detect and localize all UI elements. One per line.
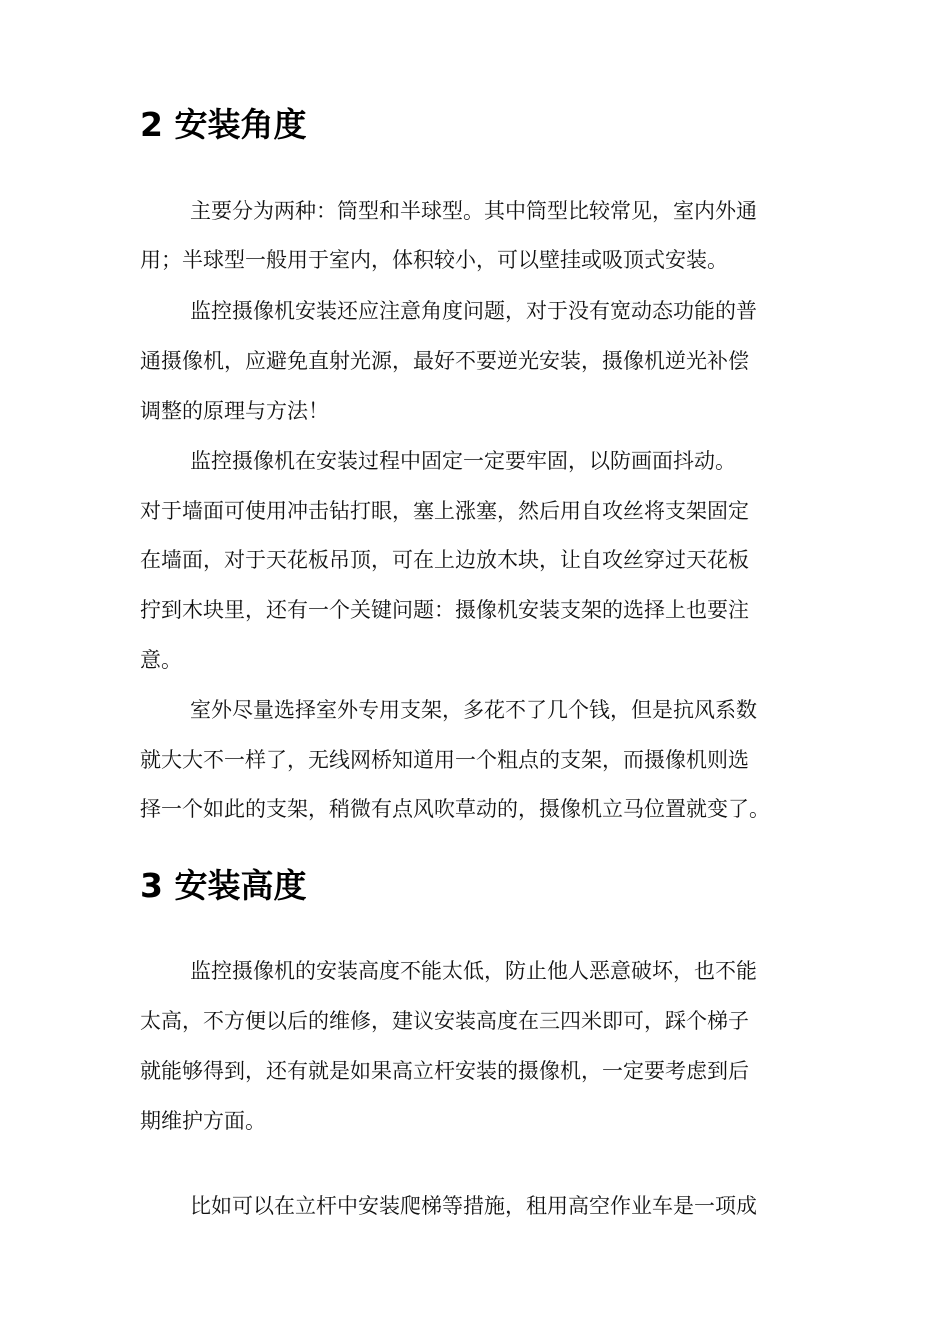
paragraph-line: 监控摄像机在安装过程中固定一定要牢固，以防画面抖动。 — [190, 449, 736, 473]
paragraph-line: 监控摄像机的安装高度不能太低，防止他人恶意破坏，也不能 — [190, 959, 757, 983]
section-heading-installation-height: 3 安装高度 — [140, 866, 307, 905]
paragraph-line: 通摄像机，应避免直射光源，最好不要逆光安装，摄像机逆光补偿 — [140, 349, 749, 373]
section-heading-installation-angle: 2 安装角度 — [140, 105, 307, 144]
paragraph-line: 期维护方面。 — [140, 1109, 266, 1133]
paragraph-line: 意。 — [140, 648, 182, 672]
paragraph-line: 择一个如此的支架，稍微有点风吹草动的，摄像机立马位置就变了。 — [140, 797, 770, 821]
paragraph-line: 就大大不一样了，无线网桥知道用一个粗点的支架，而摄像机则选 — [140, 748, 749, 772]
paragraph-line: 监控摄像机安装还应注意角度问题，对于没有宽动态功能的普 — [190, 299, 757, 323]
paragraph-line: 主要分为两种：筒型和半球型。其中筒型比较常见，室内外通 — [190, 199, 757, 223]
paragraph-line: 在墙面，对于天花板吊顶，可在上边放木块，让自攻丝穿过天花板 — [140, 548, 749, 572]
paragraph-line: 比如可以在立杆中安装爬梯等措施，租用高空作业车是一项成 — [190, 1194, 757, 1218]
paragraph-line: 就能够得到，还有就是如果高立杆安装的摄像机，一定要考虑到后 — [140, 1059, 749, 1083]
paragraph-line: 拧到木块里，还有一个关键问题：摄像机安装支架的选择上也要注 — [140, 598, 749, 622]
paragraph-line: 室外尽量选择室外专用支架，多花不了几个钱，但是抗风系数 — [190, 698, 757, 722]
paragraph-line: 用；半球型一般用于室内，体积较小，可以壁挂或吸顶式安装。 — [140, 248, 728, 272]
paragraph-line: 对于墙面可使用冲击钻打眼，塞上涨塞，然后用自攻丝将支架固定 — [140, 499, 749, 523]
paragraph-line: 调整的原理与方法！ — [140, 399, 329, 423]
paragraph-line: 太高，不方便以后的维修，建议安装高度在三四米即可，踩个梯子 — [140, 1009, 749, 1033]
